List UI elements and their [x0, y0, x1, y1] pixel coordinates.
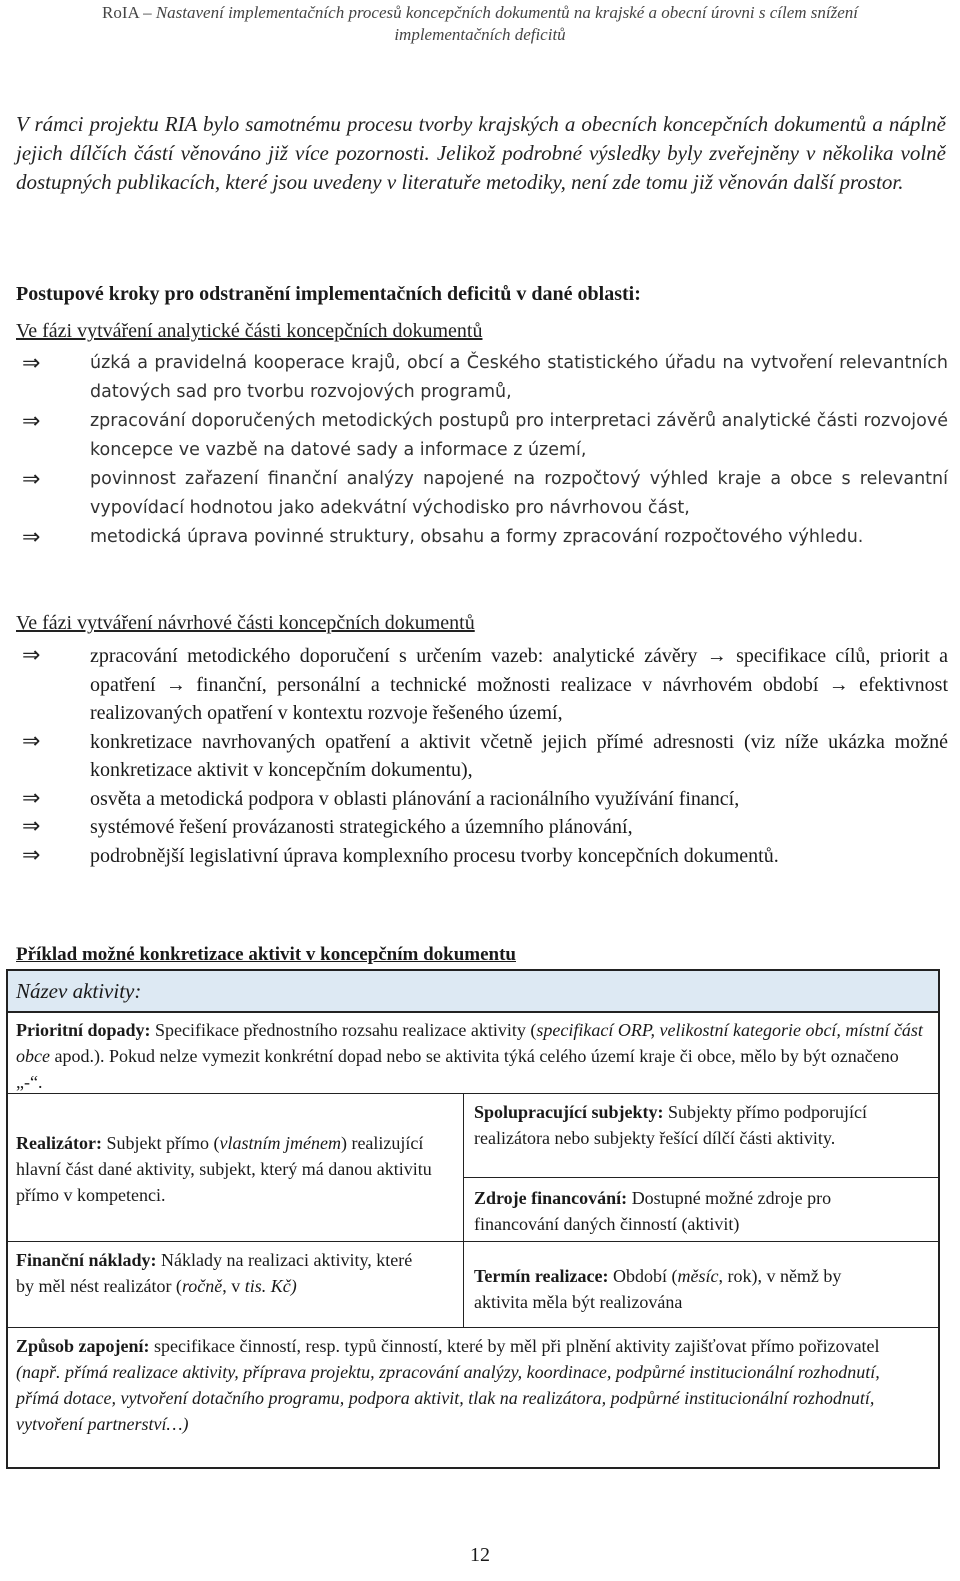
divider: [463, 1093, 464, 1327]
activity-name-row: [8, 971, 938, 1013]
header-title-line2: implementačních deficitů: [394, 25, 566, 44]
partners-cell: Spolupracující subjekty: Subjekty přímo podporující realizátora nebo subjekty řešící dílčí části aktivity.: [474, 1102, 868, 1148]
phase-analytic-title: Ve fázi vytváření analytické části koncepčních dokumentů: [16, 320, 483, 342]
page-number: 12: [470, 1544, 490, 1566]
list-item: ⇒ metodická úprava povinné struktury, obsahu a formy zpracování rozpočtového výhledu.: [22, 525, 864, 550]
activity-name-label: Název aktivity:: [16, 979, 142, 1003]
phase-proposal-title: Ve fázi vytváření návrhové části koncepčních dokumentů: [16, 612, 475, 634]
activity-template-table: [6, 969, 940, 1469]
term-cell: Termín realizace: Období (měsíc, rok), v němž by aktivita měla být realizována: [474, 1266, 842, 1312]
implies-arrow-icon: ⇒: [22, 814, 41, 839]
implies-arrow-icon: ⇒: [22, 728, 41, 754]
page-header: [0, 2, 960, 46]
divider: [463, 1177, 938, 1178]
proposal-steps-list: [16, 642, 948, 870]
implies-arrow-icon: ⇒: [22, 785, 41, 811]
list-item: ⇒ konkretizace navrhovaných opatření a aktivit včetně jejich přímé adresnosti (viz níže ukázka možné konkretizace aktivit v koncepčním dokumentu),: [22, 728, 948, 781]
section-title: Postupové kroky pro odstranění implementačních deficitů v dané oblasti:: [16, 283, 641, 305]
implies-arrow-icon: ⇒: [22, 409, 41, 434]
list-item: ⇒ zpracování metodického doporučení s určením vazeb: analytické závěry → specifikace cílů, priorit a opatření → finanční, personální a technické možnosti realizace v návrhovém období → efektivnost realizovaných opatření v kontextu rozvoje řešeného území,: [22, 643, 948, 724]
implies-arrow-icon: ⇒: [22, 643, 41, 668]
list-item: ⇒ podrobnější legislativní úprava komplexního procesu tvorby koncepčních dokumentů.: [16, 842, 948, 871]
funding-cell: Zdroje financování: Dostupné možné zdroje pro financování daných činností (aktivit): [474, 1188, 832, 1234]
impacts-cell: Prioritní dopady: Specifikace přednostního rozsahu realizace aktivity (specifikací ORP, velikostní kategorie obcí, místní část obce apod.). Pokud nelze vymezit konkrétní dopad nebo se aktivita týká celého území kraje či obce, mělo by být označeno „-“.: [16, 1020, 923, 1092]
header-title-line1: Nastavení implementačních procesů koncepčních dokumentů na krajské a obecní úrovni s cílem snížení: [155, 3, 858, 22]
list-item: ⇒ zpracování doporučených metodických postupů pro interpretaci závěrů analytické části rozvojové koncepce ve vazbě na datové sady a informace z území,: [22, 409, 948, 460]
list-item: ⇒ povinnost zařazení finanční analýzy napojené na rozpočtový výhled kraje a obce s relevantní vypovídací hodnotou jako adekvátní východisko pro návrhovou část,: [22, 467, 948, 518]
implementer-cell: Realizátor: Subjekt přímo (vlastním jménem) realizující hlavní část dané aktivity, subjekt, který má danou aktivitu přímo v kompetenci.: [16, 1133, 432, 1205]
engagement-cell: Způsob zapojení: specifikace činností, resp. typů činností, které by měl při plnění aktivity zajišťovat přímo pořizovatel (např. přímá realizace aktivity, příprava projektu, zpracování analýzy, koordinace, podpůrné institucionální rozhodnutí, přímá dotace, vytvoření dotačního programu, podpora aktivit, tlak na realizátora, podpůrné institucionální rozhodnutí, vytvoření partnerství…): [16, 1336, 880, 1434]
divider: [8, 1093, 938, 1094]
divider: [8, 1327, 938, 1328]
implies-arrow-icon: ⇒: [22, 351, 41, 376]
implies-arrow-icon: ⇒: [22, 842, 41, 868]
intro-paragraph: V rámci projektu RIA bylo samotnému procesu tvorby krajských a obecních koncepčních dokumentů a náplně jejich dílčích částí věnováno již více pozornosti. Jelikož podrobné výsledky byly zveřejněny v několika volně dostupných publikacích, které jsou uvedeny v literatuře metodiky, není zde tomu již věnován další prostor.: [16, 112, 946, 194]
list-item: ⇒ systémové řešení provázanosti strategického a územního plánování,: [16, 813, 948, 842]
analytic-steps-list: [16, 349, 948, 552]
costs-cell: Finanční náklady: Náklady na realizaci aktivity, které by měl nést realizátor (ročně, v tis. Kč): [16, 1250, 413, 1296]
divider: [8, 1241, 938, 1242]
example-title: Příklad možné konkretizace aktivit v koncepčním dokumentu: [16, 944, 516, 965]
list-item: ⇒ osvěta a metodická podpora v oblasti plánování a racionálního využívání financí,: [16, 785, 948, 814]
implies-arrow-icon: ⇒: [22, 467, 41, 492]
list-item: ⇒ úzká a pravidelná kooperace krajů, obcí a Českého statistického úřadu na vytvoření relevantních datových sad pro tvorbu rozvojových programů,: [22, 351, 948, 402]
implies-arrow-icon: ⇒: [22, 525, 41, 550]
header-prefix: RoIA –: [101, 3, 156, 22]
